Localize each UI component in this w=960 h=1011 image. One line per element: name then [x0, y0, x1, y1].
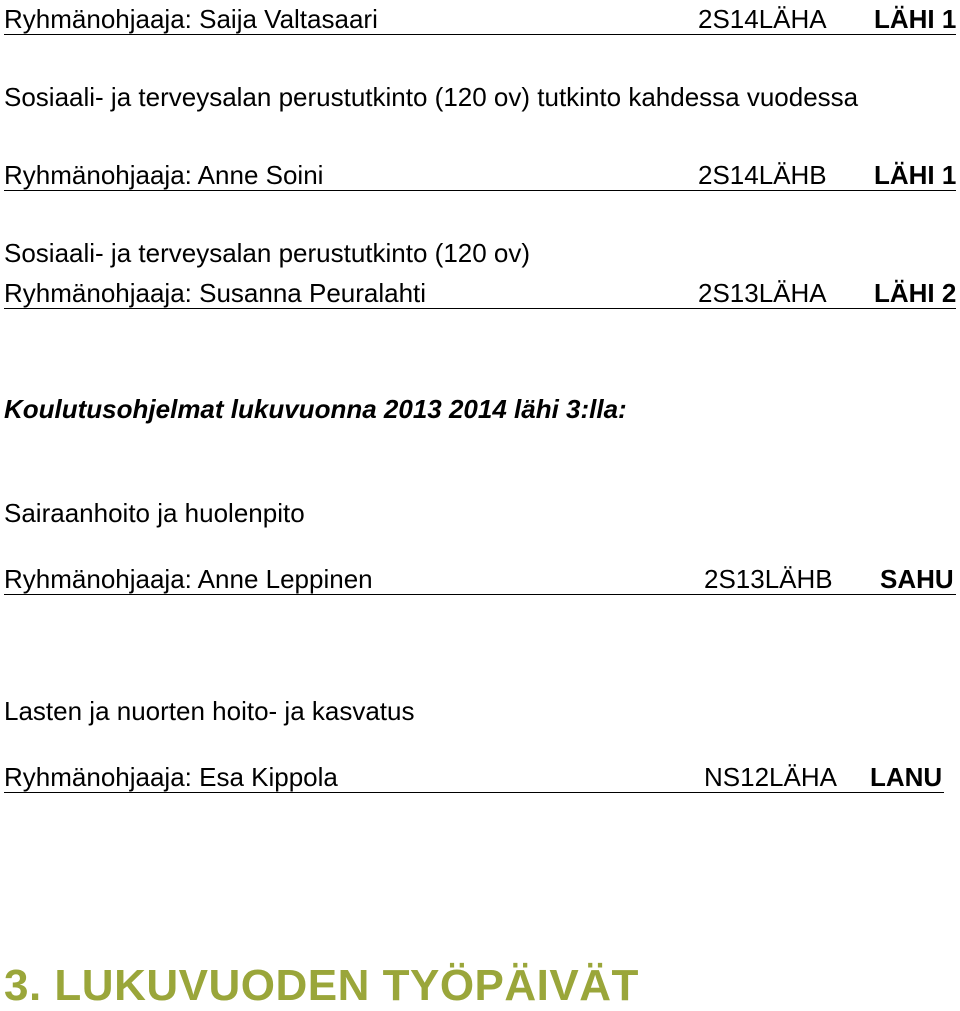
group-code: 2S13LÄHA — [698, 278, 827, 308]
supervisor-name: Ryhmänohjaaja: Anne Soini — [4, 160, 324, 190]
program-row-sahu — [4, 564, 956, 594]
group-code: 2S13LÄHB — [704, 564, 833, 594]
underline-rule — [4, 190, 956, 191]
group-code: 2S14LÄHB — [698, 160, 827, 190]
supervisor-name: Ryhmänohjaaja: Susanna Peuralahti — [4, 278, 427, 308]
section-title: 3. LUKUVUODEN TYÖPÄIVÄT — [4, 961, 639, 1010]
group-row-1 — [4, 4, 956, 34]
program-row-lanu — [4, 762, 944, 792]
program-title: Sosiaali- ja terveysalan perustutkinto (120 ov) tutkinto kahdessa vuodessa — [4, 82, 859, 112]
program-title: Lasten ja nuorten hoito- ja kasvatus — [4, 696, 415, 726]
group-row-3 — [4, 278, 956, 308]
supervisor-name: Ryhmänohjaaja: Saija Valtasaari — [4, 4, 378, 34]
underline-rule — [4, 34, 956, 35]
group-code: NS12LÄHA — [704, 762, 837, 792]
underline-rule — [4, 792, 944, 793]
program-title: Sairaanhoito ja huolenpito — [4, 498, 305, 528]
group-tag: LÄHI 1 — [874, 4, 957, 34]
underline-rule — [4, 308, 956, 309]
supervisor-name: Ryhmänohjaaja: Esa Kippola — [4, 762, 338, 792]
group-tag: LANU — [870, 762, 943, 792]
group-tag: LÄHI 2 — [874, 278, 957, 308]
program-title: Sosiaali- ja terveysalan perustutkinto (120 ov) — [4, 238, 531, 268]
group-tag: LÄHI 1 — [874, 160, 957, 190]
programs-heading: Koulutusohjelmat lukuvuonna 2013 2014 lähi 3:lla: — [4, 394, 627, 424]
group-row-2 — [4, 160, 956, 190]
underline-rule — [4, 594, 956, 595]
group-tag: SAHU — [880, 564, 954, 594]
supervisor-name: Ryhmänohjaaja: Anne Leppinen — [4, 564, 373, 594]
group-code: 2S14LÄHA — [698, 4, 827, 34]
